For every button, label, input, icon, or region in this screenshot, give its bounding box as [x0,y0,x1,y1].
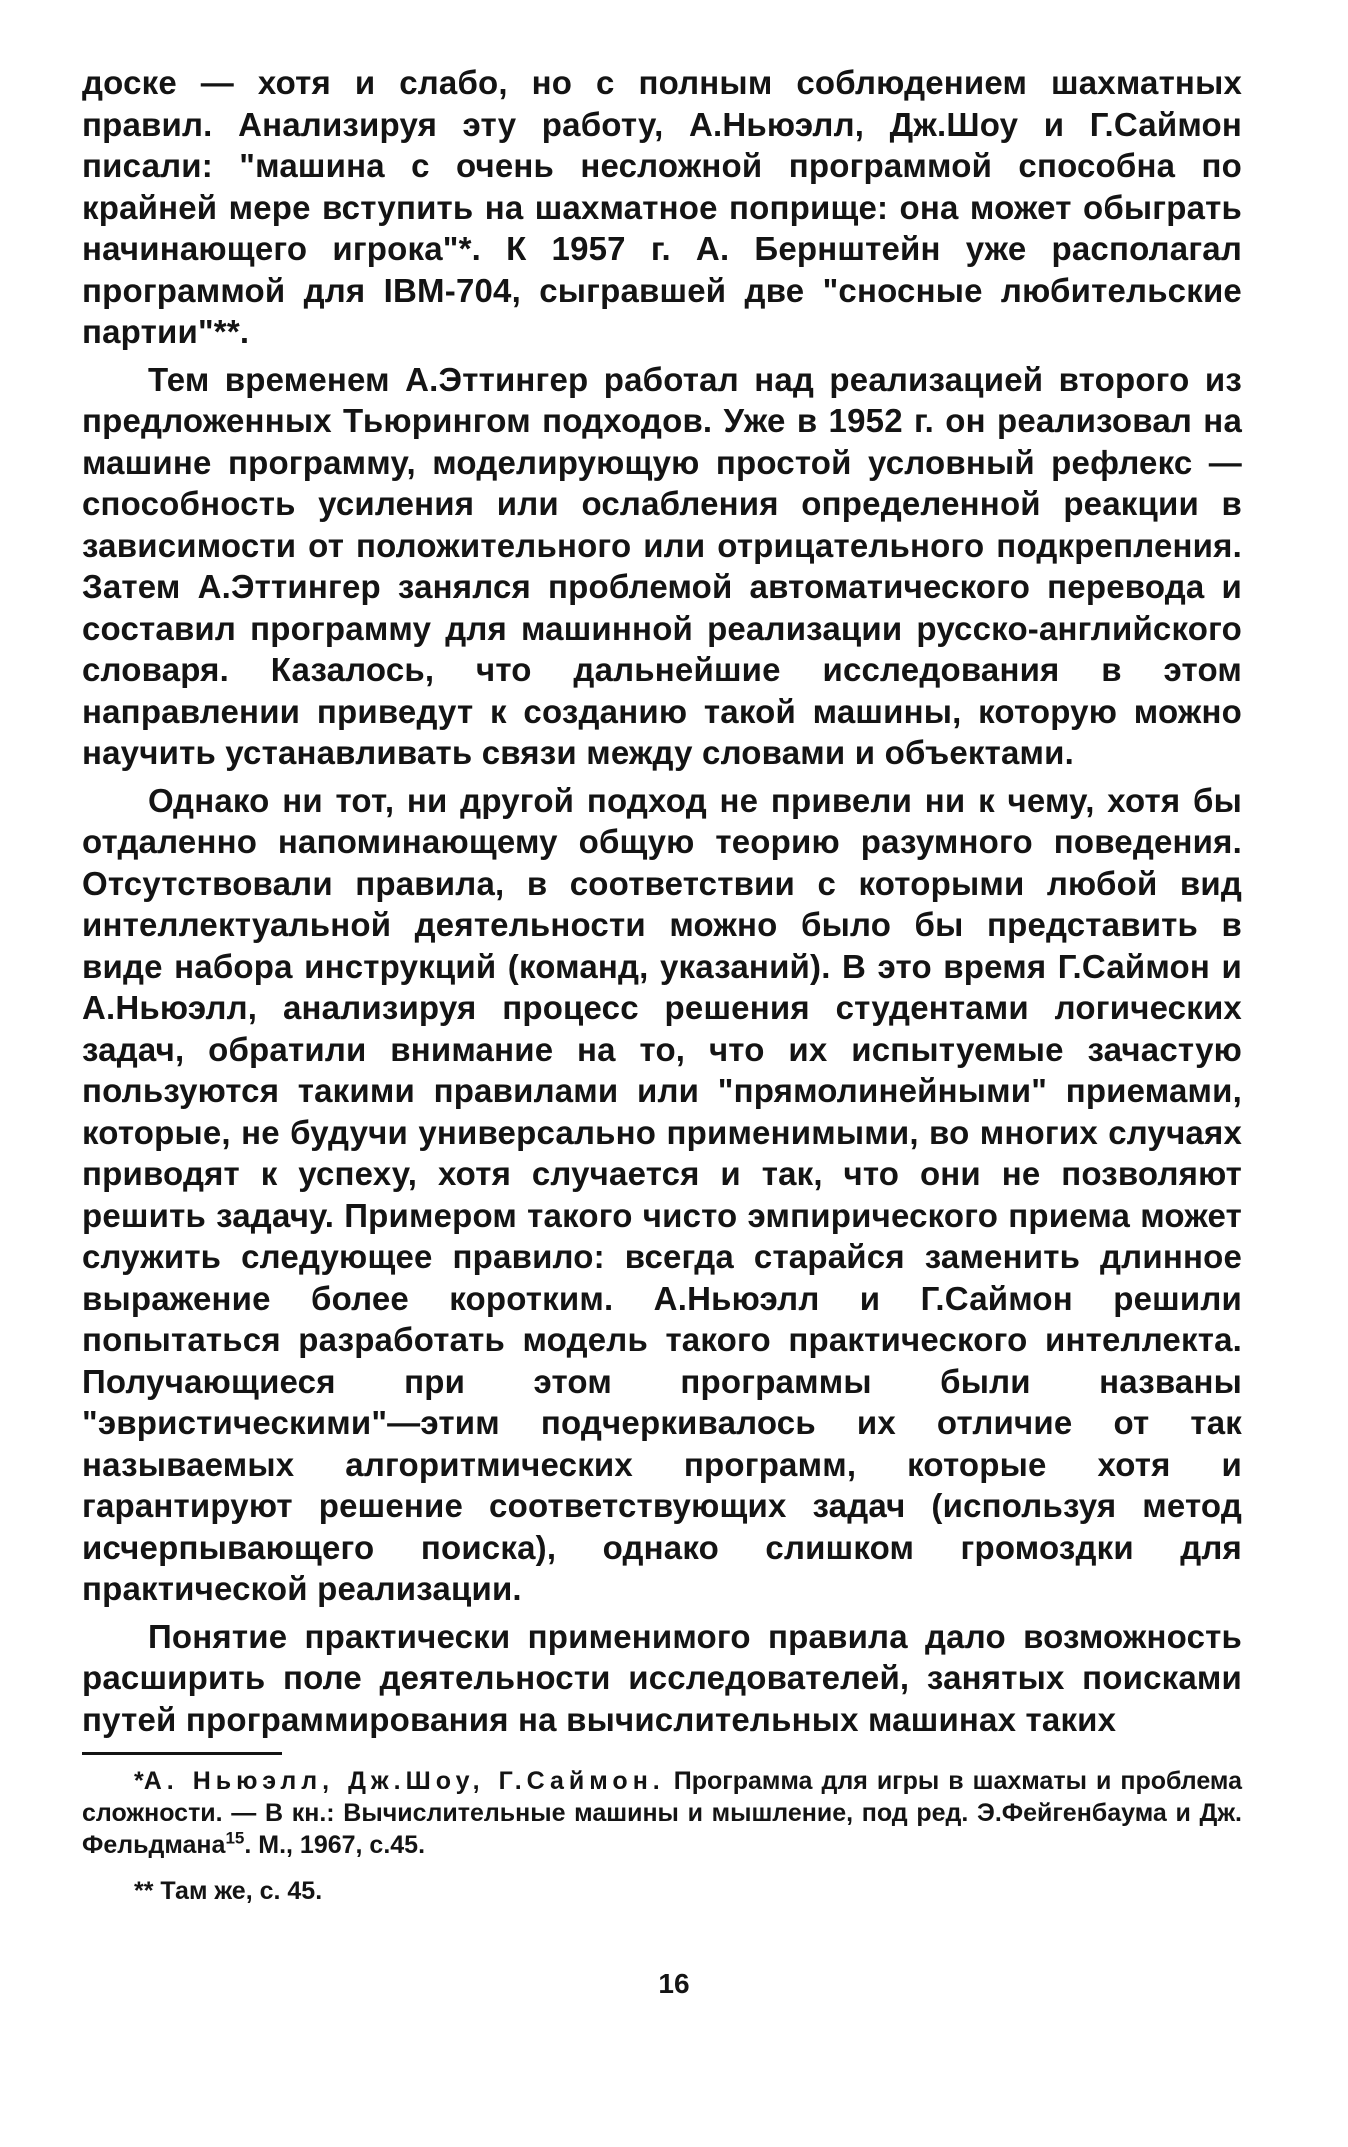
footnote-1 [82,1765,1242,1861]
footnote-1-authors: А. Ньюэлл, Дж.Шоу, Г.Саймон. [143,1767,665,1795]
page-number: 16 [658,1968,690,1999]
footnote-1-tail: . М., 1967, с.45. [244,1831,426,1859]
footnote-2: ** Там же, с. 45. [134,1877,323,1905]
footnote-divider [82,1752,282,1755]
paragraph-1: доске — хотя и слабо, но с полным соблюдением шахматных правил. Анализируя эту работу, А.Ньюэлл, Дж.Шоу и Г.Саймон писали: "машина с очень несложной программой способна по крайней мере вступить на шахматное поприще: она может обыграть начинающего игрока"*. К 1957 г. А. Бернштейн уже располагал программой для IBM-704, сыгравшей две "сносные любительские партии"**. [82,64,1242,350]
footnote-1-superscript: 15 [225,1828,245,1848]
paragraph-3: Однако ни тот, ни другой подход не привели ни к чему, хотя бы отдаленно напоминающему общую теорию разумного поведения. Отсутствовали правила, в соответствии с которыми любой вид интеллектуальной деятельности можно было бы представить в виде набора инструкций (команд, указаний). В это время Г.Саймон и А.Ньюэлл, анализируя процесс решения студентами логических задач, обратили внимание на то, что их испытуемые зачастую пользуются такими правилами или "прямолинейными" приемами, которые, не будучи универсально применимыми, во многих случаях приводят к успеху, хотя случается и так, что они не позволяют решить задачу. Примером такого чисто эмпирического приема может служить следующее правило: всегда старайся заменить длинное выражение более коротким. А.Ньюэлл и Г.Саймон решили попытаться разработать модель такого практического интеллекта. Получающиеся при этом программы были названы "эвристическими"—этим подчеркивалось их отличие от так называемых алгоритмических программ, которые хотя и гарантируют решение соответствующих задач (используя метод исчерпывающего поиска), однако слишком громоздки для практической реализации. [82,781,1242,1607]
footnote-1-text: Программа для игры в шахматы и проблема сложности. — В кн.: Вычислительные машины и мышление, под ред. Э.Фейгенбаума и Дж. Фельдмана [82,1767,1242,1859]
footnote-1-marker: * [134,1767,144,1795]
paragraph-4: Понятие практически применимого правила дало возможность расширить поле деятельности исследователей, занятых поисками путей программирования на вычислительных машинах таких [82,1617,1242,1738]
paragraph-2: Тем временем А.Эттингер работал над реализацией второго из предложенных Тьюрингом подходов. Уже в 1952 г. он реализовал на машине программу, моделирующую простой условный рефлекс — способность усиления или ослабления определенной реакции в зависимости от положительного или отрицательного подкрепления. Затем А.Эттингер занялся проблемой автоматического перевода и составил программу для машинной реализации русско-английского словаря. Казалось, что дальнейшие исследования в этом направлении приведут к созданию такой машины, которую можно научить устанавливать связи между словами и объектами. [82,360,1242,771]
book-page [82,62,1242,1921]
